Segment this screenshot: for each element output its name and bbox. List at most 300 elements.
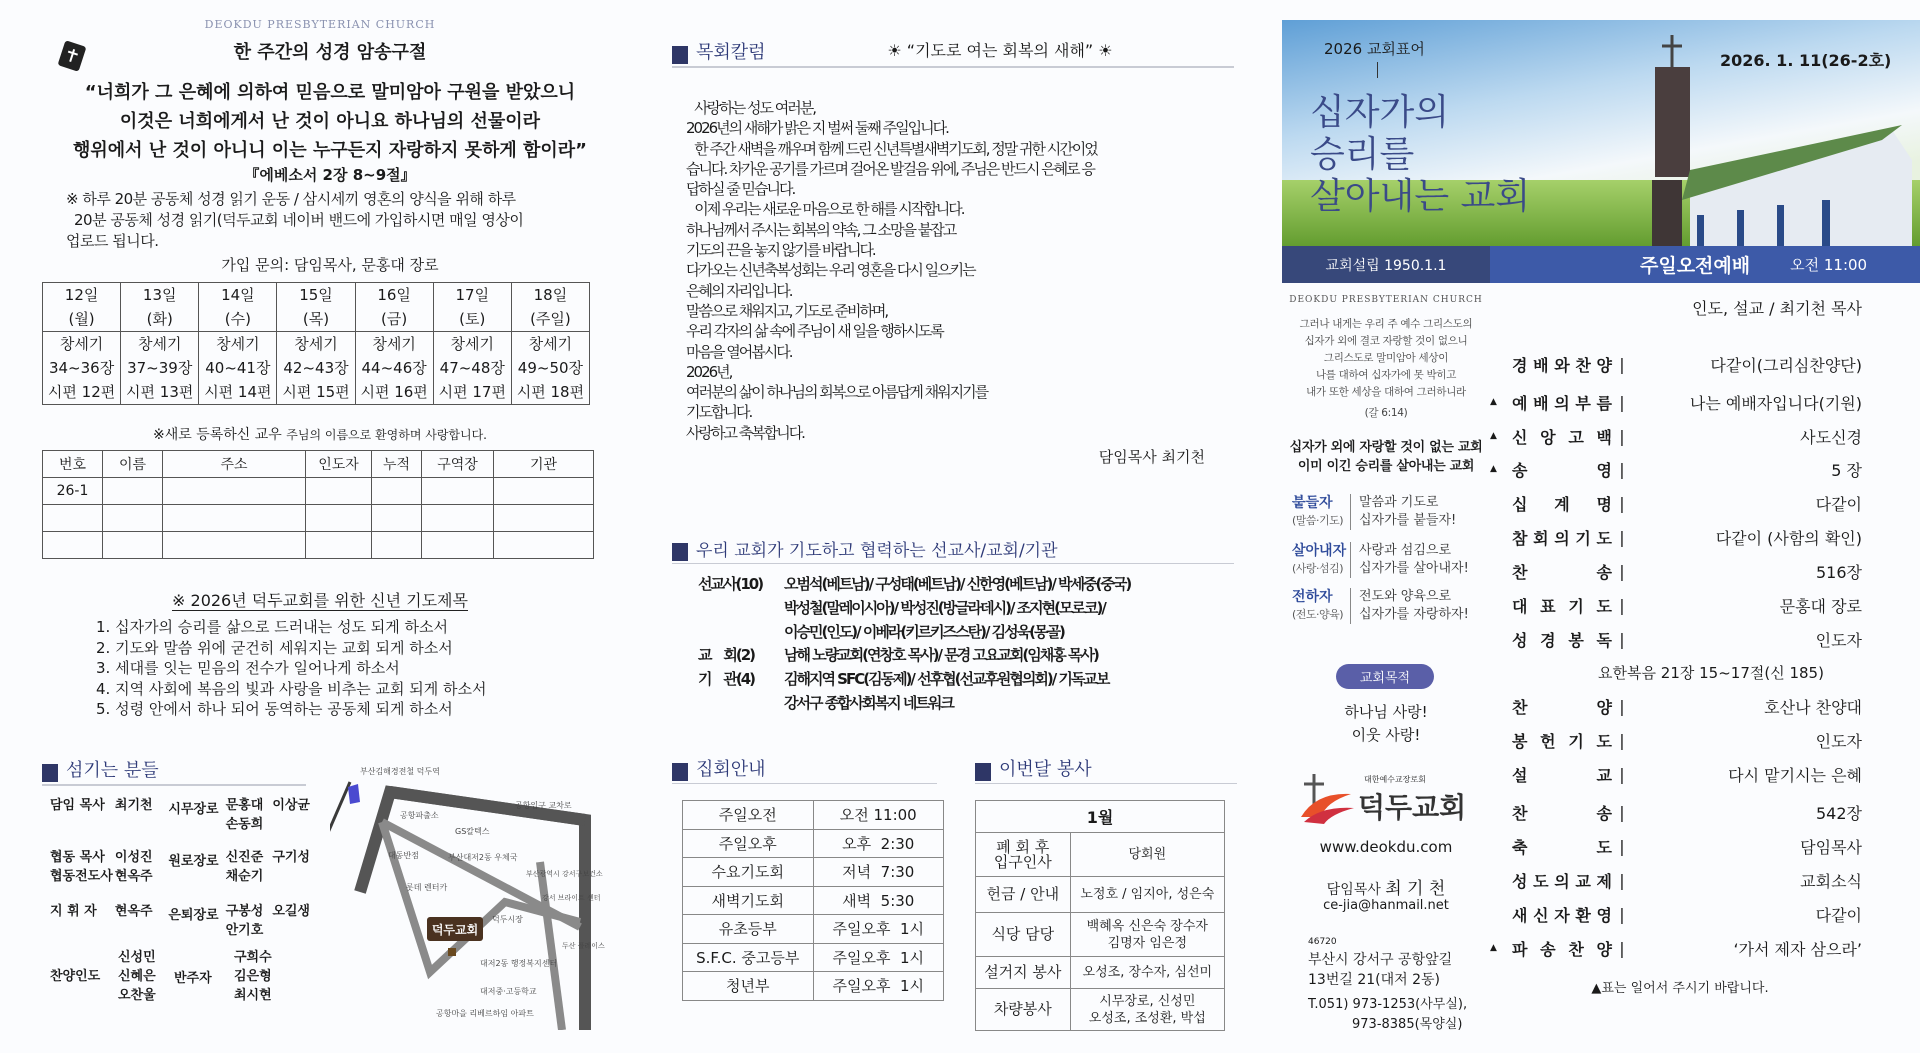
motto-line: 십자가를 자랑하자! <box>1359 607 1469 622</box>
separator: | <box>1619 802 1625 822</box>
address-line: 부산시 강서구 공항앞길 <box>1308 952 1453 968</box>
address <box>1308 950 1452 990</box>
reading-cell <box>121 332 199 405</box>
motto-text <box>1350 542 1469 578</box>
slogan <box>1282 438 1490 476</box>
reading-ch: 34~36장 <box>48 359 115 377</box>
weekday-label: (목) <box>302 310 330 328</box>
reading-ch: 40~41장 <box>205 359 271 377</box>
note-line: 20분 공동체 성경 읽기(덕두교회 네이버 밴드에 가입하시면 매일 영상이 <box>74 211 524 229</box>
meeting-row <box>683 829 944 858</box>
verse-line: 행위에서 난 것이 아니니 이는 누구든지 자랑하지 못하게 함이라” <box>72 140 588 161</box>
weekday-label: (주일) <box>530 310 571 328</box>
meeting-time: 새벽 5:30 <box>813 886 944 915</box>
column-line: 기도의 끈을 놓지 않기를 바랍니다. <box>686 241 875 260</box>
prayer-title-text: ※ 2026년 덕두교회를 위한 신년 기도제목 <box>172 591 468 610</box>
motto-line: 사랑과 섬김으로 <box>1359 543 1452 558</box>
worship-order-item <box>1490 936 1862 960</box>
server-row <box>50 902 310 940</box>
mission-title: 우리 교회가 기도하고 협력하는 선교사/교회/기관 <box>696 541 1058 561</box>
service-duty: 설거지 봉사 <box>976 957 1071 989</box>
worship-order-value: ‘가서 제자 삼으라’ <box>1733 939 1862 959</box>
prayer-item: 2. 기도와 말씀 위에 굳건히 세워지는 교회 되게 하소서 <box>96 638 453 657</box>
table-cell <box>372 532 422 559</box>
day-label: 16일 <box>377 286 411 304</box>
map-label: 대저2동 행정복지센터 <box>480 959 558 968</box>
reading-book: 창세기 <box>137 335 182 353</box>
church-location-map[interactable] <box>330 762 615 1030</box>
column-header: 누적 <box>372 451 422 478</box>
server-row <box>50 948 310 1005</box>
server-role: 담임 목사 <box>50 798 105 813</box>
worship-order-label: 대 표 기 도 <box>1512 596 1612 616</box>
motto-item <box>1292 494 1456 530</box>
map-label: 롯데 렌터카 <box>406 883 448 892</box>
server-role: 원로장로 <box>168 854 219 869</box>
service-row <box>976 989 1225 1031</box>
table-cell <box>372 505 422 532</box>
column-header: 인도자 <box>306 451 372 478</box>
separator: | <box>1619 459 1625 479</box>
server-name: 신성민 신혜은 오찬울 <box>118 950 156 1003</box>
verse-reference: 『에베소서 2장 8~9절』 <box>244 166 416 184</box>
reading-ps: 시편 13편 <box>126 383 194 401</box>
table-cell <box>163 532 306 559</box>
cross-flame-icon <box>1296 772 1356 832</box>
church-purpose <box>1282 701 1490 747</box>
table-cell <box>306 532 372 559</box>
column-signature: 담임목사 최기천 <box>1098 448 1205 466</box>
server-names: 문홍대 이상균 손동희 <box>225 798 310 832</box>
purpose-line: 이웃 사랑! <box>1351 726 1421 744</box>
worship-order-value: 5 장 <box>1831 460 1862 480</box>
map-label: 덕두시장 <box>492 915 523 924</box>
address-line: 13번길 21(대저 2동) <box>1308 972 1440 988</box>
table-cell <box>103 505 163 532</box>
worship-order-value: 다같이(그리심찬양단) <box>1710 355 1862 375</box>
column-line: 여러분의 삶이 하나님의 회복으로 아름답게 채워지기를 <box>686 383 988 402</box>
reading-cell <box>355 332 433 405</box>
map-label: 공항파출소 <box>400 811 439 820</box>
motto-label: 2026 교회표어 <box>1324 40 1425 58</box>
column-line: 사랑하고 축복합니다. <box>686 423 804 442</box>
server-name: 최기천 <box>114 798 153 813</box>
table-cell <box>494 532 594 559</box>
service-time: 오전 11:00 <box>1790 256 1868 274</box>
column-line: 답하실 줄 믿습니다. <box>686 180 795 199</box>
meeting-name: 유초등부 <box>683 915 814 944</box>
pastor <box>1282 874 1490 899</box>
meeting-row <box>683 943 944 972</box>
reading-ps: 시편 12편 <box>47 383 116 401</box>
mission-line: 김해지역 SFC(김동제)/ 선후협(선교후원협의회)/ 기독교보 <box>784 670 1109 689</box>
worship-order-item <box>1490 559 1862 583</box>
table-cell <box>163 505 306 532</box>
prayer-item: 4. 지역 사회에 복음의 빛과 사랑을 비추는 교회 되게 하소서 <box>96 679 487 698</box>
column-body <box>686 98 1097 443</box>
worship-order-item <box>1490 424 1862 448</box>
service-band <box>1490 246 1920 283</box>
motto-item <box>1292 588 1469 624</box>
service-table <box>975 800 1225 1031</box>
separator: | <box>1619 527 1625 547</box>
verse-line: 그러나 내게는 우리 주 예수 그리스도의 <box>1299 318 1473 330</box>
day-label: 12일 <box>64 286 99 304</box>
mission-line: 박성철(말레이시아)/ 박성진(방글라데시)/ 조지현(모로코)/ <box>784 598 1105 617</box>
table-cell <box>306 505 372 532</box>
worship-order-item <box>1490 800 1862 824</box>
mission-group <box>698 644 1130 668</box>
reading-ch: 44~46장 <box>361 359 427 377</box>
worship-order-value: 516장 <box>1816 562 1862 582</box>
meeting-header <box>672 758 937 784</box>
worship-order-value: 인도자 <box>1815 630 1862 650</box>
service-people: 백혜옥 신은숙 장수자 김명자 임은정 <box>1070 913 1224 957</box>
motto-subtitle: (사랑·섬김) <box>1292 562 1344 575</box>
motto-text <box>1350 494 1456 530</box>
column-line: 말씀으로 채워지고, 기도로 준비하며, <box>686 301 888 320</box>
separator: | <box>1619 392 1625 412</box>
day-label: 18일 <box>533 286 568 304</box>
reading-day-header <box>433 283 511 332</box>
servers-header <box>42 760 306 786</box>
mission-category: 교 회(2) <box>698 646 755 665</box>
reading-cell <box>511 332 589 405</box>
column-header: 번호 <box>43 451 103 478</box>
column-line: 우리 각자의 삶 속에 주님이 새 일을 행하시도록 <box>686 322 943 341</box>
reading-cell <box>433 332 511 405</box>
service-duty: 헌금 / 안내 <box>976 877 1071 913</box>
reading-ps: 시편 18편 <box>516 383 585 401</box>
table-row <box>43 532 594 559</box>
meeting-time: 주일오후 1시 <box>813 915 944 944</box>
verse-line: 십자가 외에 결코 자랑할 것이 없으니 <box>1304 335 1468 347</box>
worship-order-item <box>1490 491 1862 515</box>
table-cell <box>422 532 494 559</box>
motto-line: 십자가의 <box>1310 92 1450 133</box>
worship-order-value: 사도신경 <box>1800 427 1862 447</box>
meeting-time: 주일오후 1시 <box>813 943 944 972</box>
meeting-row <box>683 858 944 887</box>
day-label: 15일 <box>299 286 333 304</box>
reading-ps: 시편 16편 <box>360 383 428 401</box>
website-link[interactable]: www.deokdu.com <box>1319 838 1453 856</box>
reading-ch: 37~39장 <box>127 359 193 377</box>
mission-list <box>698 573 1130 716</box>
map-label: 부산김해경전철 덕두역 <box>360 767 440 776</box>
worship-leader: 인도, 설교 / 최기천 목사 <box>1692 299 1862 318</box>
meeting-table <box>682 800 944 1001</box>
server-names: 신진준 구기성 채순기 <box>225 850 310 884</box>
map-label: 부산광역시 강서구보건소 <box>526 870 603 878</box>
meeting-row <box>683 972 944 1001</box>
service-header <box>975 758 1237 784</box>
stand-marker-icon: ▲ <box>1490 431 1497 441</box>
map-label: 두산 플레이스 <box>562 942 605 950</box>
service-people: 노정호 / 임지아, 성은숙 <box>1070 877 1224 913</box>
logo-denomination: 대한예수교장로회 <box>1364 775 1426 784</box>
mission-category: 기 관(4) <box>698 670 755 689</box>
server-role: 반주자 <box>174 971 212 986</box>
prayer-list <box>96 617 487 720</box>
table-row <box>43 505 594 532</box>
column-line: 습니다. 차가운 공기를 가르며 걸어온 발걸음 위에, 주님은 반드시 은혜로 응 <box>686 159 1094 178</box>
phone-line: 973-8385(목양실) <box>1352 1017 1463 1032</box>
meeting-time: 오전 11:00 <box>813 801 944 830</box>
reading-cell <box>199 332 277 405</box>
section-marker <box>672 543 688 561</box>
purpose-line: 하나님 사랑! <box>1344 703 1428 721</box>
galatians-verse <box>1282 316 1490 422</box>
worship-order-value: 담임목사 <box>1800 837 1862 857</box>
verse-line: 이것은 너희에게서 난 것이 아니요 하나님의 선물이라 <box>119 111 541 132</box>
worship-order-label: 신 앙 고 백 <box>1512 427 1612 447</box>
service-row <box>976 957 1225 989</box>
server-names: 구봉성 오길생 안기호 <box>225 904 310 938</box>
church-english-name: DEOKDU PRESBYTERIAN CHURCH <box>204 18 436 31</box>
reading-ch: 47~48장 <box>439 359 505 377</box>
worship-order-label: 찬 양 <box>1512 697 1612 717</box>
reading-ps: 시편 17편 <box>438 383 506 401</box>
map-label: GS칼텍스 <box>455 827 490 836</box>
purpose-badge: 교회목적 <box>1336 664 1434 689</box>
note-line: ※ 하루 20분 공동체 성경 읽기 운동 / 삼시세끼 영혼의 양식을 위해 하루 <box>66 190 516 208</box>
mission-line: 남해 노량교회(연창호 목사)/ 문경 고요교회(임채홍 목사) <box>784 646 1098 665</box>
newcomer-note-main: ※새로 등록하신 교우 <box>152 427 282 443</box>
column-header: 구역장 <box>422 451 494 478</box>
worship-order-value: 다시 맡기시는 은혜 <box>1728 765 1862 785</box>
column-header: 이름 <box>103 451 163 478</box>
phone <box>1308 995 1467 1035</box>
column-line: 사랑하는 성도 여러분, <box>686 99 816 117</box>
reading-note <box>66 189 596 252</box>
worship-order-label: 찬 송 <box>1512 803 1612 823</box>
prayer-item: 5. 성령 안에서 하나 되어 동역하는 공동체 되게 하소서 <box>96 700 453 718</box>
server-names: 구희수 김은형 최시현 <box>234 950 272 1003</box>
column-heading: ☀ “기도로 여는 회복의 새해” ☀ <box>887 41 1113 60</box>
meeting-name: S.F.C. 중고등부 <box>683 943 814 972</box>
worship-order-value: 인도자 <box>1815 731 1862 751</box>
reading-book: 창세기 <box>59 335 104 353</box>
worship-order-label: 성 경 봉 독 <box>1512 630 1612 650</box>
reading-day-header <box>199 283 277 332</box>
separator: | <box>1619 629 1625 649</box>
separator: | <box>1619 561 1625 581</box>
server-role: 시무장로 <box>168 802 219 817</box>
worship-order-value: 542장 <box>1816 803 1862 823</box>
mission-group <box>698 573 1130 644</box>
meeting-time: 오후 2:30 <box>813 829 944 858</box>
meeting-row <box>683 886 944 915</box>
separator: | <box>1619 696 1625 716</box>
table-cell <box>372 478 422 505</box>
separator: | <box>1619 938 1625 958</box>
worship-order-value: 다같이 (사함의 확인) <box>1715 528 1862 548</box>
phone-line: T.051) 973-1253(사무실), <box>1308 997 1468 1012</box>
column-line: 2026년의 새해가 밝은 지 벌써 둘째 주일입니다. <box>686 119 948 138</box>
reading-day-header <box>355 283 433 332</box>
worship-order-item <box>1490 457 1862 481</box>
worship-order-label: 봉 헌 기 도 <box>1512 731 1612 751</box>
table-cell <box>494 478 594 505</box>
worship-order-item <box>1490 868 1862 892</box>
reading-book: 창세기 <box>372 335 416 353</box>
weekday-label: (토) <box>459 310 486 328</box>
service-row <box>976 913 1225 957</box>
worship-order-label: 참 회 의 기 도 <box>1512 528 1612 548</box>
reading-day-header <box>43 283 121 332</box>
prayer-item: 3. 세대를 잇는 믿음의 전수가 일어나게 하소서 <box>96 659 400 677</box>
column-line: 2026년, <box>686 362 732 381</box>
worship-order-item <box>1490 694 1862 718</box>
meeting-name: 주일오전 <box>683 801 814 830</box>
mission-group <box>698 668 1130 716</box>
verse-line: 그리스도로 말미암아 세상이 <box>1323 352 1449 364</box>
station-marker <box>348 784 360 804</box>
newcomer-note-sub: 주님의 이름으로 환영하며 사랑합니다. <box>286 428 487 442</box>
motto-keyword: 전하자 <box>1292 589 1333 605</box>
service-duty: 폐 회 후 입구인사 <box>976 833 1071 877</box>
server-role: 찬양인도 <box>50 969 101 984</box>
worship-order-item <box>1490 834 1862 858</box>
motto-line: 말씀과 기도로 <box>1359 495 1439 510</box>
worship-order-label: 경 배 와 찬 양 <box>1512 355 1612 375</box>
weekday-label: (수) <box>224 310 251 328</box>
mission-category: 선교사(10) <box>698 575 763 593</box>
separator: | <box>1619 870 1625 890</box>
map-label: 공항마을 리베르하임 아파트 <box>436 1009 534 1018</box>
reading-table <box>42 282 590 405</box>
reading-day-header <box>511 283 589 332</box>
join-contact: 가입 문의: 담임목사, 문홍대 장로 <box>221 256 439 274</box>
day-label: 17일 <box>455 286 490 304</box>
map-label: 대동반점 <box>388 851 419 860</box>
worship-order-label: 송 영 <box>1512 460 1612 480</box>
newcomer-note <box>0 424 640 444</box>
day-label: 14일 <box>221 286 255 304</box>
pastor-label: 담임목사 <box>1326 882 1381 898</box>
table-cell <box>103 532 163 559</box>
service-row <box>976 833 1225 877</box>
slogan-line: 십자가 외에 자랑할 것이 없는 교회 <box>1289 440 1483 455</box>
worship-order-label: 파 송 찬 양 <box>1512 939 1612 959</box>
worship-order-label: 축 도 <box>1512 837 1612 857</box>
motto-subtitle: (전도·양육) <box>1292 608 1344 621</box>
reading-cell <box>277 332 355 405</box>
separator: | <box>1619 730 1625 750</box>
table-header-row <box>43 451 594 478</box>
stand-marker-icon: ▲ <box>1490 397 1497 407</box>
service-title: 이번달 봉사 <box>999 759 1092 780</box>
stand-marker-icon: ▲ <box>1490 943 1497 953</box>
service-month: 1월 <box>976 801 1225 833</box>
divider <box>1377 62 1378 78</box>
worship-order-value: 교회소식 <box>1800 871 1862 891</box>
meeting-name: 수요기도회 <box>683 858 814 887</box>
column-line: 이제 우리는 새로운 마음으로 한 해를 시작합니다. <box>686 200 964 219</box>
motto-item <box>1292 542 1469 578</box>
meeting-time: 저녁 7:30 <box>813 858 944 887</box>
worship-order-value: 다같이 <box>1815 494 1862 514</box>
reading-day-header <box>121 283 199 332</box>
worship-order-value: 문홍대 장로 <box>1779 596 1862 616</box>
reading-cell <box>43 332 121 405</box>
motto-keyword: 살아내자 <box>1292 543 1347 559</box>
motto-line: 살아내는 교회 <box>1310 176 1531 217</box>
weekday-label: (금) <box>381 310 408 328</box>
motto-line: 전도와 양육으로 <box>1359 589 1452 604</box>
section-marker <box>672 763 688 781</box>
reading-book: 창세기 <box>528 335 573 353</box>
service-people: 오성조, 장수자, 심선미 <box>1070 957 1224 989</box>
server-role: 지 휘 자 <box>50 904 97 919</box>
mission-line: 오범석(베트남)/ 구성태(베트남)/ 신한영(베트남)/ 박세중(중국) <box>784 575 1131 593</box>
day-label: 13일 <box>142 286 177 304</box>
worship-order-label: 예 배 의 부 름 <box>1512 393 1612 413</box>
motto-key <box>1292 494 1350 530</box>
logo-church-name: 덕두교회 <box>1358 791 1467 824</box>
separator: | <box>1619 764 1625 784</box>
motto-line: 십자가를 살아내자! <box>1359 561 1469 576</box>
table-cell <box>163 478 306 505</box>
service-people: 시무장로, 신성민 오성조, 조성환, 박섭 <box>1070 989 1224 1031</box>
scripture-reading: 요한복음 21장 15~17절(신 185) <box>1598 664 1824 682</box>
server-role: 협동 목사 협동전도사 <box>50 850 113 884</box>
verse-reference: (갈 6:14) <box>1364 407 1408 419</box>
header-image <box>1282 20 1920 246</box>
founded-band: 교회설립 1950.1.1 <box>1282 246 1490 283</box>
server-name: 현옥주 <box>114 904 153 919</box>
section-marker <box>672 46 688 64</box>
slogan-line: 이미 이긴 승리를 살아내는 교회 <box>1297 459 1475 474</box>
table-cell <box>103 478 163 505</box>
separator: | <box>1619 354 1625 374</box>
stand-marker-icon: ▲ <box>1490 464 1497 474</box>
worship-order-label: 성 도 의 교 제 <box>1512 871 1612 891</box>
server-row <box>50 848 310 886</box>
server-name: 이성진 현옥주 <box>114 850 153 884</box>
stand-footnote: ▲표는 일어서 주시기 바랍니다. <box>1591 981 1769 996</box>
meeting-time: 주일오후 1시 <box>813 972 944 1001</box>
mission-line: 강서구 종합사회복지 네트워크 <box>784 693 953 712</box>
section-marker <box>42 764 58 782</box>
worship-order-item <box>1490 902 1862 926</box>
prayer-title <box>0 588 640 611</box>
worship-order-item <box>1490 352 1862 376</box>
pastor-email[interactable]: ce-jia@hanmail.net <box>1323 898 1449 913</box>
weekday-label: (월) <box>68 310 95 328</box>
note-line: 업로드 됩니다. <box>66 232 159 250</box>
meeting-row <box>683 915 944 944</box>
table-cell <box>422 505 494 532</box>
motto-text <box>1350 588 1469 624</box>
worship-order-item <box>1490 627 1862 651</box>
map-label: 공항입구 교차로 <box>515 801 572 810</box>
table-cell <box>494 505 594 532</box>
verse-title: 한 주간의 성경 암송구절 <box>233 42 427 63</box>
mission-names <box>782 573 1130 644</box>
motto-line: 십자가를 붙들자! <box>1359 513 1457 528</box>
server-role: 은퇴장로 <box>168 908 219 923</box>
map-label: 대저중·고등학교 <box>480 987 537 996</box>
motto-subtitle: (말씀·기도) <box>1292 514 1344 527</box>
server-row <box>50 796 310 834</box>
verse-line: “너희가 그 은혜에 의하여 믿음으로 말미암아 구원을 받았으니 <box>84 82 576 103</box>
table-cell <box>43 505 103 532</box>
section-marker <box>975 763 991 781</box>
weekday-label: (화) <box>146 310 173 328</box>
separator: | <box>1619 493 1625 513</box>
